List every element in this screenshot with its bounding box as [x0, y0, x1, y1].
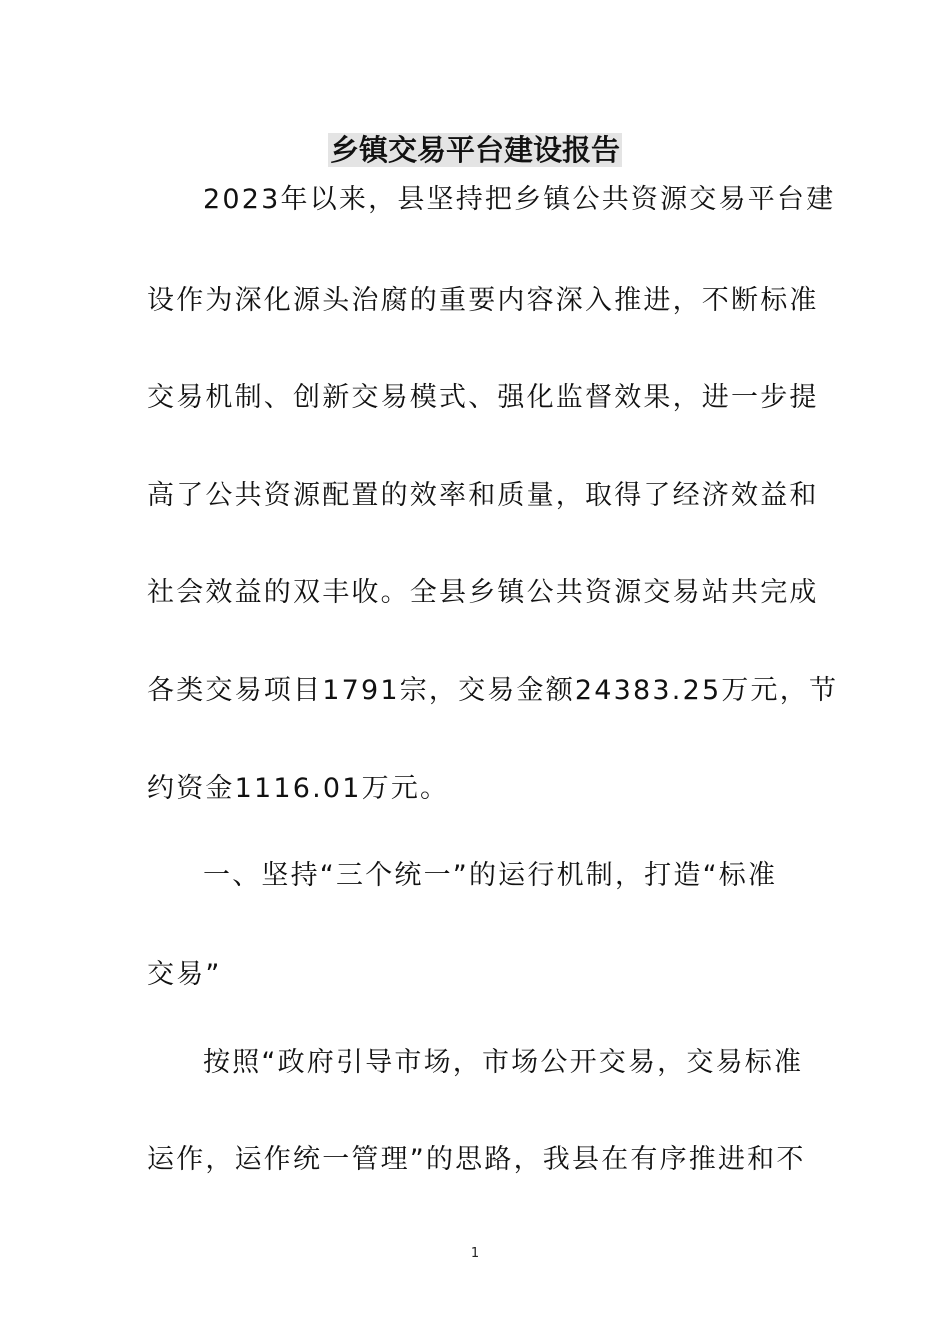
paragraph-line: 各类交易项目1791宗，交易金额24383.25万元，节 — [147, 675, 839, 706]
section-heading-line: 一、坚持“三个统一”的运行机制，打造“标准 — [203, 860, 778, 891]
paragraph-line: 社会效益的双丰收。全县乡镇公共资源交易站共完成 — [147, 577, 819, 608]
paragraph-line: 2023年以来，县坚持把乡镇公共资源交易平台建 — [203, 184, 836, 215]
paragraph-line: 约资金1116.01万元。 — [147, 773, 450, 804]
document-title — [0, 126, 950, 174]
paragraph-line: 按照“政府引导市场，市场公开交易，交易标准 — [203, 1047, 804, 1078]
paragraph-line: 运作，运作统一管理”的思路，我县在有序推进和不 — [147, 1144, 806, 1175]
title-text: 乡镇交易平台建设报告 — [329, 133, 620, 167]
paragraph-line: 交易机制、创新交易模式、强化监督效果，进一步提 — [147, 382, 819, 413]
paragraph-line: 高了公共资源配置的效率和质量，取得了经济效益和 — [147, 480, 819, 511]
page-number: 1 — [470, 1246, 480, 1261]
section-heading-line: 交易” — [147, 959, 222, 990]
paragraph-line: 设作为深化源头治腐的重要内容深入推进，不断标准 — [147, 285, 819, 316]
